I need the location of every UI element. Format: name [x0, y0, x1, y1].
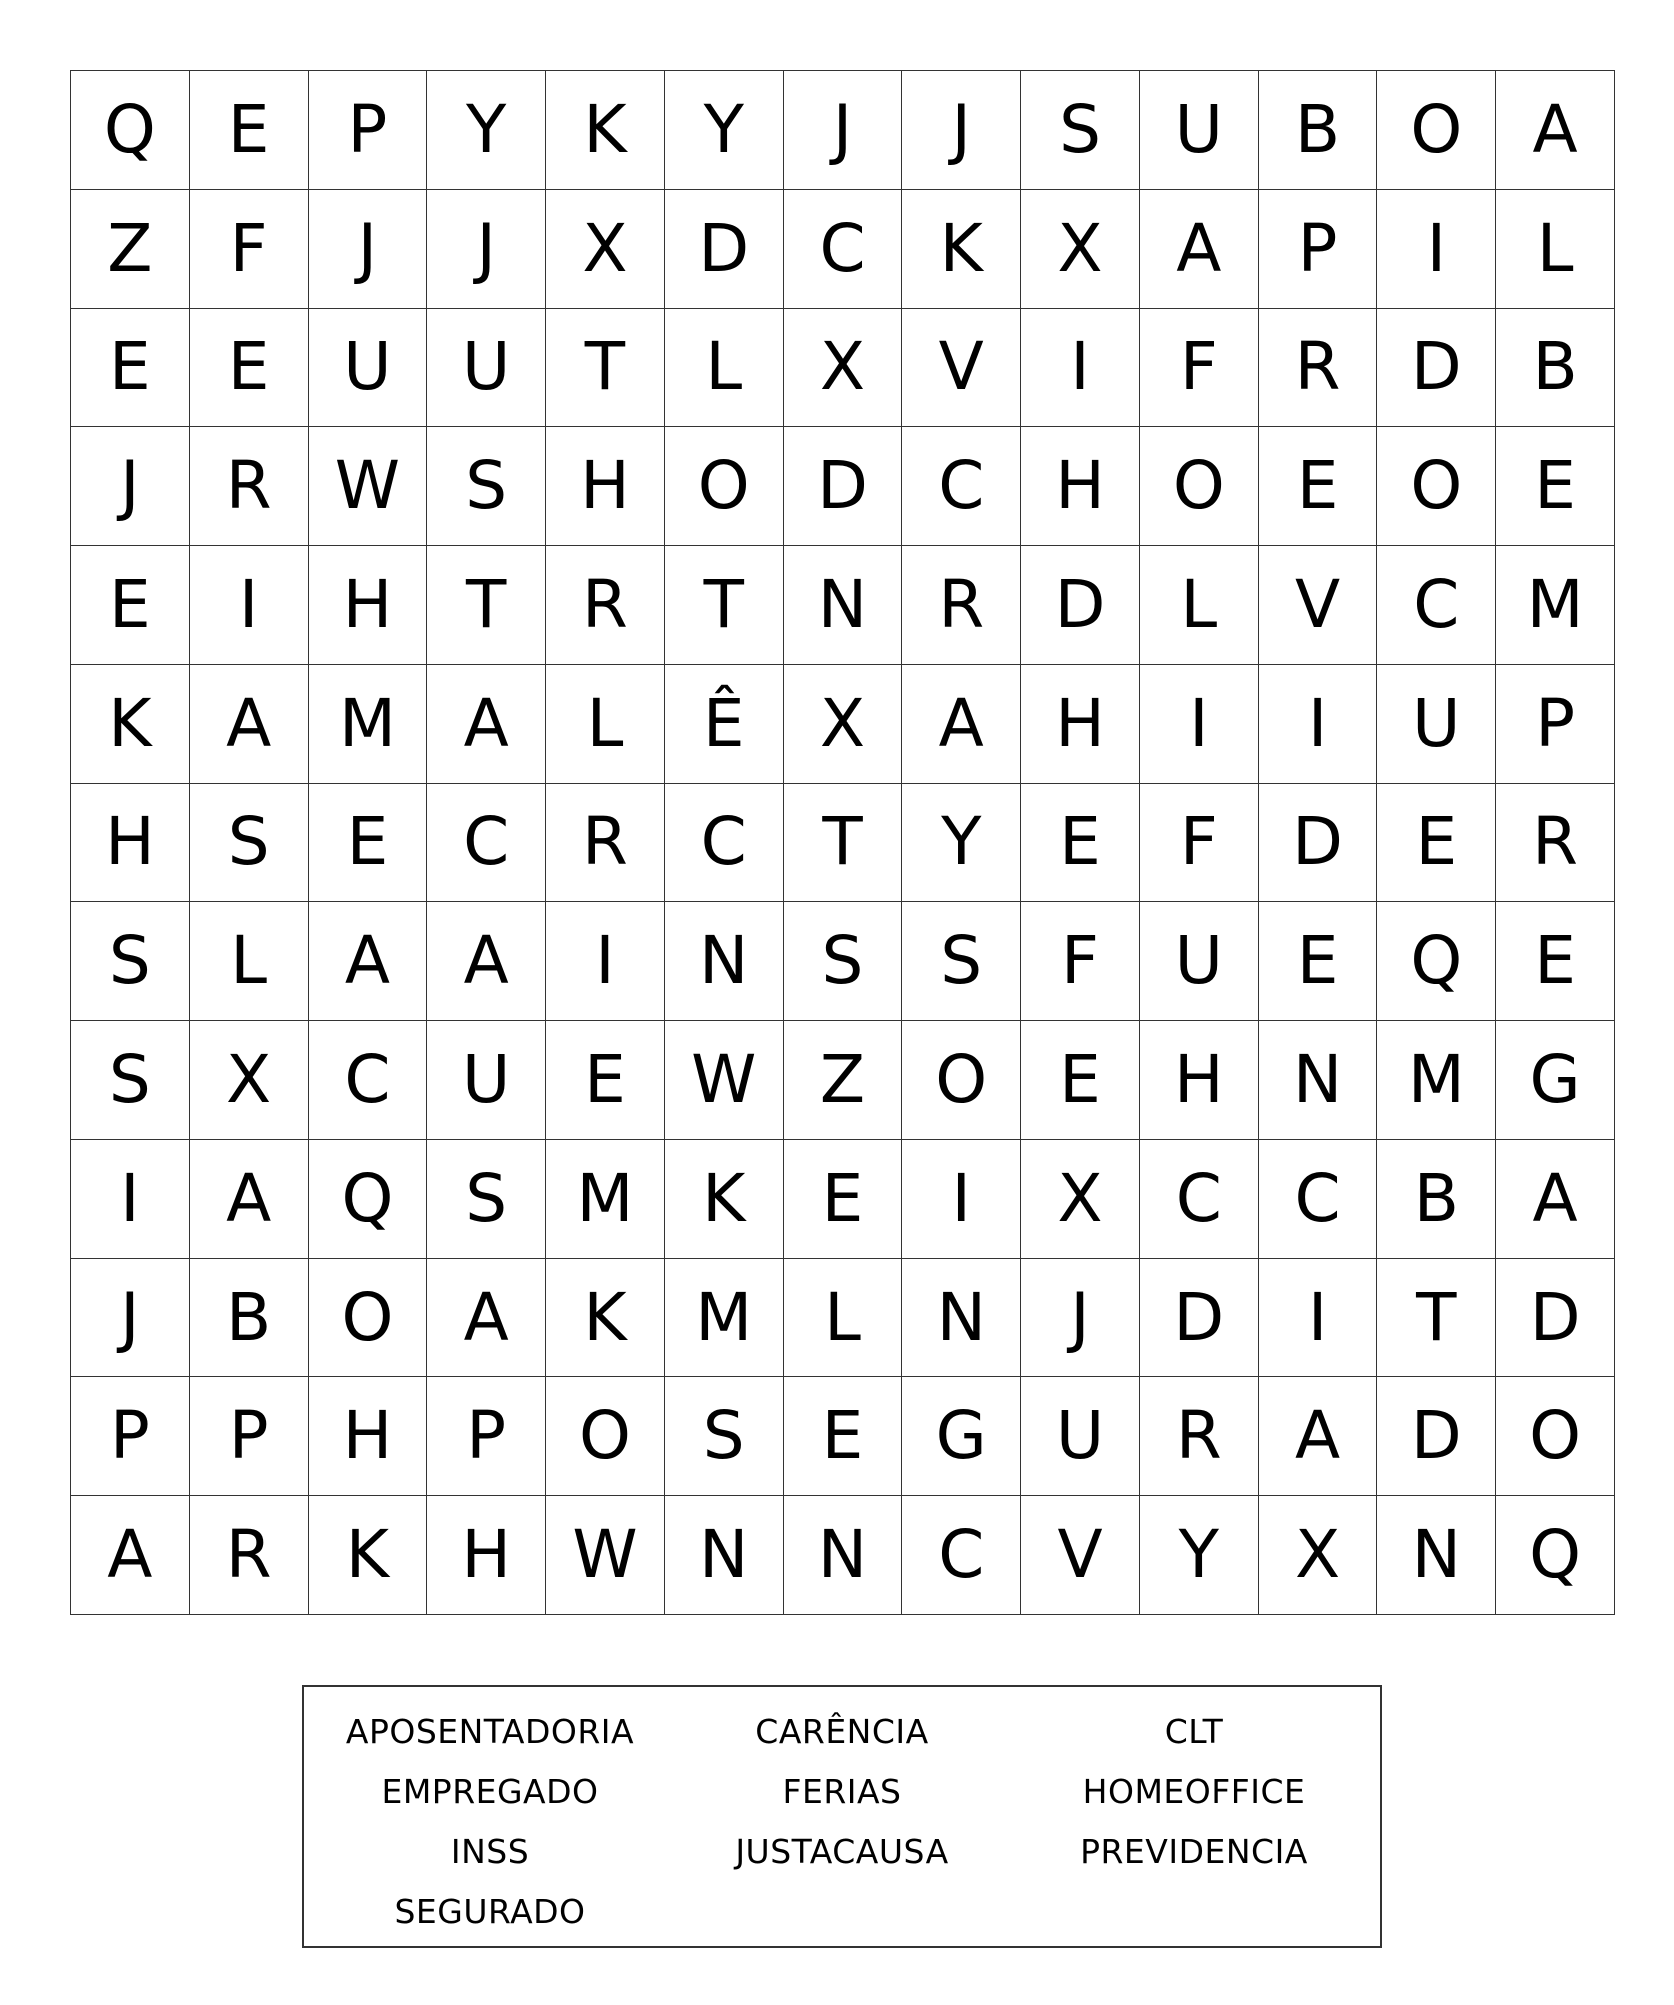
grid-cell[interactable]: S: [784, 902, 903, 1021]
grid-cell[interactable]: E: [1021, 1021, 1140, 1140]
grid-cell[interactable]: P: [190, 1377, 309, 1496]
grid-cell[interactable]: A: [309, 902, 428, 1021]
grid-cell[interactable]: O: [546, 1377, 665, 1496]
grid-cell[interactable]: V: [1021, 1496, 1140, 1615]
grid-cell[interactable]: R: [1259, 309, 1378, 428]
word-bank-item: HOMEOFFICE: [1082, 1771, 1306, 1811]
grid-cell[interactable]: G: [902, 1377, 1021, 1496]
grid-cell[interactable]: C: [665, 784, 784, 903]
grid-cell[interactable]: G: [1496, 1021, 1615, 1140]
grid-cell[interactable]: H: [1021, 665, 1140, 784]
grid-cell[interactable]: D: [665, 190, 784, 309]
grid-cell[interactable]: Y: [427, 71, 546, 190]
grid-cell[interactable]: A: [1140, 190, 1259, 309]
grid-cell[interactable]: C: [309, 1021, 428, 1140]
grid-cell[interactable]: S: [71, 1021, 190, 1140]
word-bank-item: SEGURADO: [394, 1891, 586, 1931]
grid-cell[interactable]: H: [71, 784, 190, 903]
grid-cell[interactable]: J: [784, 71, 903, 190]
grid-cell[interactable]: R: [190, 1496, 309, 1615]
grid-cell[interactable]: V: [902, 309, 1021, 428]
grid-cell[interactable]: N: [665, 902, 784, 1021]
grid-cell[interactable]: K: [665, 1140, 784, 1259]
grid-cell[interactable]: Z: [71, 190, 190, 309]
grid-cell[interactable]: V: [1259, 546, 1378, 665]
grid-cell[interactable]: L: [1140, 546, 1259, 665]
grid-cell[interactable]: U: [1140, 71, 1259, 190]
word-bank-item: CLT: [1164, 1711, 1224, 1751]
grid-cell[interactable]: Z: [784, 1021, 903, 1140]
grid-cell[interactable]: F: [190, 190, 309, 309]
word-bank-item: EMPREGADO: [381, 1771, 599, 1811]
grid-cell[interactable]: S: [665, 1377, 784, 1496]
grid-cell[interactable]: E: [784, 1377, 903, 1496]
grid-cell[interactable]: I: [1021, 309, 1140, 428]
grid-cell[interactable]: R: [546, 546, 665, 665]
grid-cell[interactable]: A: [1496, 71, 1615, 190]
grid-cell[interactable]: R: [1496, 784, 1615, 903]
grid-cell[interactable]: M: [546, 1140, 665, 1259]
grid-cell[interactable]: Q: [309, 1140, 428, 1259]
grid-cell[interactable]: U: [427, 309, 546, 428]
word-bank-item: FERIAS: [782, 1771, 902, 1811]
grid-cell[interactable]: E: [1496, 427, 1615, 546]
grid-cell[interactable]: O: [1377, 71, 1496, 190]
grid-cell[interactable]: R: [546, 784, 665, 903]
grid-cell[interactable]: O: [1377, 427, 1496, 546]
grid-cell[interactable]: E: [546, 1021, 665, 1140]
grid-cell[interactable]: T: [427, 546, 546, 665]
grid-cell[interactable]: U: [1140, 902, 1259, 1021]
grid-cell[interactable]: C: [427, 784, 546, 903]
grid-cell[interactable]: Q: [71, 71, 190, 190]
grid-cell[interactable]: U: [309, 309, 428, 428]
grid-cell[interactable]: F: [1140, 309, 1259, 428]
grid-cell[interactable]: P: [1259, 190, 1378, 309]
grid-cell[interactable]: E: [1259, 902, 1378, 1021]
grid-cell[interactable]: Y: [665, 71, 784, 190]
grid-cell[interactable]: T: [546, 309, 665, 428]
grid-cell[interactable]: N: [784, 546, 903, 665]
grid-cell[interactable]: D: [784, 427, 903, 546]
grid-cell[interactable]: J: [71, 1259, 190, 1378]
grid-cell[interactable]: N: [1377, 1496, 1496, 1615]
grid-cell[interactable]: X: [784, 665, 903, 784]
word-search-grid: [70, 70, 1615, 1615]
grid-cell[interactable]: C: [902, 1496, 1021, 1615]
grid-cell[interactable]: I: [190, 546, 309, 665]
grid-cell[interactable]: L: [190, 902, 309, 1021]
grid-cell[interactable]: F: [1021, 902, 1140, 1021]
grid-cell[interactable]: A: [902, 665, 1021, 784]
grid-cell[interactable]: B: [1259, 71, 1378, 190]
grid-cell[interactable]: N: [902, 1259, 1021, 1378]
word-bank-item: INSS: [450, 1831, 530, 1871]
grid-cell[interactable]: T: [784, 784, 903, 903]
grid-cell[interactable]: R: [190, 427, 309, 546]
grid-cell[interactable]: F: [1140, 784, 1259, 903]
grid-cell[interactable]: E: [309, 784, 428, 903]
grid-cell[interactable]: K: [309, 1496, 428, 1615]
grid-cell[interactable]: P: [1496, 665, 1615, 784]
grid-cell[interactable]: E: [784, 1140, 903, 1259]
grid-cell[interactable]: I: [71, 1140, 190, 1259]
grid-cell[interactable]: K: [902, 190, 1021, 309]
grid-cell[interactable]: J: [71, 427, 190, 546]
grid-cell[interactable]: B: [190, 1259, 309, 1378]
grid-cell[interactable]: C: [902, 427, 1021, 546]
grid-cell[interactable]: S: [71, 902, 190, 1021]
grid-cell[interactable]: S: [902, 902, 1021, 1021]
grid-cell[interactable]: L: [784, 1259, 903, 1378]
grid-cell[interactable]: X: [784, 309, 903, 428]
word-bank-item: CARÊNCIA: [755, 1711, 929, 1751]
grid-cell[interactable]: M: [1496, 546, 1615, 665]
grid-cell[interactable]: A: [427, 665, 546, 784]
grid-cell[interactable]: I: [1377, 190, 1496, 309]
grid-cell[interactable]: M: [1377, 1021, 1496, 1140]
grid-cell[interactable]: J: [427, 190, 546, 309]
grid-cell[interactable]: D: [1377, 1377, 1496, 1496]
grid-cell[interactable]: E: [1377, 784, 1496, 903]
grid-cell[interactable]: A: [1259, 1377, 1378, 1496]
grid-cell[interactable]: I: [1140, 665, 1259, 784]
grid-cell[interactable]: K: [546, 71, 665, 190]
grid-cell[interactable]: C: [1259, 1140, 1378, 1259]
grid-cell[interactable]: Y: [902, 784, 1021, 903]
grid-cell[interactable]: B: [1377, 1140, 1496, 1259]
grid-cell[interactable]: J: [309, 190, 428, 309]
grid-cell[interactable]: H: [1021, 427, 1140, 546]
grid-cell[interactable]: A: [190, 1140, 309, 1259]
grid-cell[interactable]: D: [1140, 1259, 1259, 1378]
grid-cell[interactable]: W: [309, 427, 428, 546]
grid-cell[interactable]: A: [190, 665, 309, 784]
grid-cell[interactable]: A: [427, 1259, 546, 1378]
word-bank-item: APOSENTADORIA: [345, 1711, 635, 1751]
grid-cell[interactable]: Y: [1140, 1496, 1259, 1615]
grid-cell[interactable]: C: [1377, 546, 1496, 665]
grid-cell[interactable]: M: [665, 1259, 784, 1378]
grid-cell[interactable]: P: [309, 71, 428, 190]
grid-cell[interactable]: W: [546, 1496, 665, 1615]
grid-cell[interactable]: O: [1496, 1377, 1615, 1496]
grid-cell[interactable]: X: [1021, 1140, 1140, 1259]
grid-cell[interactable]: L: [546, 665, 665, 784]
grid-cell[interactable]: X: [546, 190, 665, 309]
grid-cell[interactable]: S: [427, 1140, 546, 1259]
grid-cell[interactable]: Ê: [665, 665, 784, 784]
word-bank: [302, 1685, 1382, 1948]
grid-cell[interactable]: R: [902, 546, 1021, 665]
grid-cell[interactable]: L: [1496, 190, 1615, 309]
grid-cell[interactable]: E: [71, 546, 190, 665]
grid-cell[interactable]: S: [427, 427, 546, 546]
grid-cell[interactable]: C: [1140, 1140, 1259, 1259]
grid-cell[interactable]: L: [665, 309, 784, 428]
grid-cell[interactable]: X: [1259, 1496, 1378, 1615]
grid-cell[interactable]: T: [1377, 1259, 1496, 1378]
grid-cell[interactable]: K: [546, 1259, 665, 1378]
grid-cell[interactable]: D: [1259, 784, 1378, 903]
grid-cell[interactable]: S: [190, 784, 309, 903]
grid-cell[interactable]: E: [1259, 427, 1378, 546]
grid-cell[interactable]: H: [309, 546, 428, 665]
grid-cell[interactable]: Q: [1377, 902, 1496, 1021]
grid-cell[interactable]: B: [1496, 309, 1615, 428]
grid-cell[interactable]: I: [1259, 1259, 1378, 1378]
grid-cell[interactable]: H: [427, 1496, 546, 1615]
word-bank-item: PREVIDENCIA: [1080, 1831, 1308, 1871]
grid-cell[interactable]: X: [190, 1021, 309, 1140]
grid-cell[interactable]: A: [71, 1496, 190, 1615]
grid-cell[interactable]: E: [71, 309, 190, 428]
grid-cell[interactable]: I: [546, 902, 665, 1021]
word-bank-item: JUSTACAUSA: [735, 1831, 949, 1871]
grid-cell[interactable]: I: [902, 1140, 1021, 1259]
grid-cell[interactable]: E: [1496, 902, 1615, 1021]
grid-cell[interactable]: O: [1140, 427, 1259, 546]
grid-cell[interactable]: J: [1021, 1259, 1140, 1378]
grid-cell[interactable]: R: [1140, 1377, 1259, 1496]
grid-cell[interactable]: H: [546, 427, 665, 546]
grid-cell[interactable]: P: [427, 1377, 546, 1496]
grid-cell[interactable]: U: [1377, 665, 1496, 784]
grid-cell[interactable]: Q: [1496, 1496, 1615, 1615]
grid-cell[interactable]: O: [309, 1259, 428, 1378]
grid-cell[interactable]: A: [1496, 1140, 1615, 1259]
grid-cell[interactable]: S: [1021, 71, 1140, 190]
grid-cell[interactable]: U: [427, 1021, 546, 1140]
grid-cell[interactable]: C: [784, 190, 903, 309]
grid-cell[interactable]: W: [665, 1021, 784, 1140]
grid-cell[interactable]: M: [309, 665, 428, 784]
grid-cell[interactable]: T: [665, 546, 784, 665]
grid-cell[interactable]: H: [1140, 1021, 1259, 1140]
grid-cell[interactable]: D: [1021, 546, 1140, 665]
grid-cell[interactable]: J: [902, 71, 1021, 190]
grid-cell[interactable]: P: [71, 1377, 190, 1496]
grid-cell[interactable]: E: [1021, 784, 1140, 903]
grid-cell[interactable]: E: [190, 309, 309, 428]
grid-cell[interactable]: H: [309, 1377, 428, 1496]
grid-cell[interactable]: N: [665, 1496, 784, 1615]
grid-cell[interactable]: U: [1021, 1377, 1140, 1496]
grid-cell[interactable]: D: [1377, 309, 1496, 428]
grid-cell[interactable]: A: [427, 902, 546, 1021]
grid-cell[interactable]: K: [71, 665, 190, 784]
grid-cell[interactable]: X: [1021, 190, 1140, 309]
grid-cell[interactable]: O: [902, 1021, 1021, 1140]
grid-cell[interactable]: D: [1496, 1259, 1615, 1378]
grid-cell[interactable]: O: [665, 427, 784, 546]
grid-cell[interactable]: I: [1259, 665, 1378, 784]
grid-cell[interactable]: E: [190, 71, 309, 190]
grid-cell[interactable]: N: [784, 1496, 903, 1615]
grid-cell[interactable]: N: [1259, 1021, 1378, 1140]
